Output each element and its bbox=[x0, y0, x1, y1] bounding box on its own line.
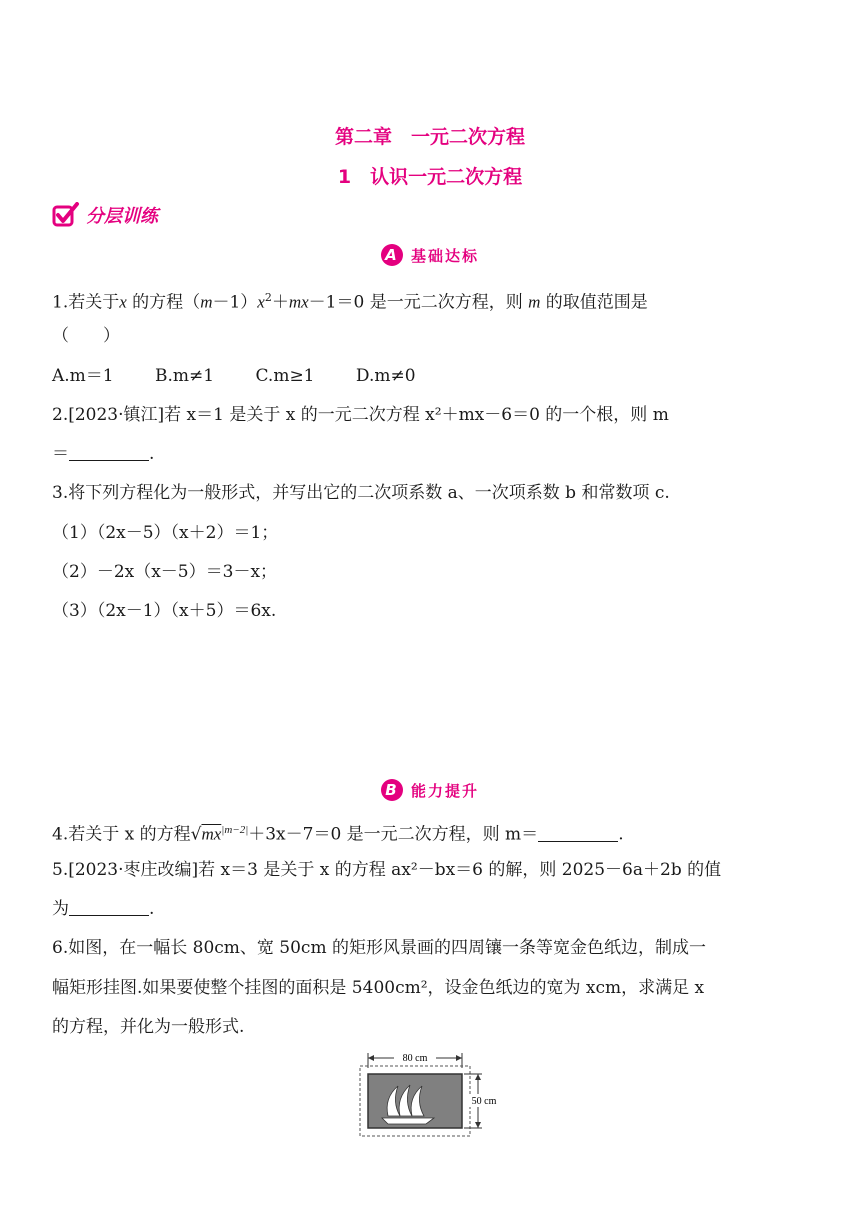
training-label: 分层训练 bbox=[86, 206, 158, 227]
q1-answer-paren: （ ） bbox=[52, 326, 120, 346]
q1-options bbox=[52, 364, 812, 388]
q4-stem: 4.若关于 x 的方程$√mx^{|m-2|}+3x-7=0$ 是一元二次方程，则 m＝ . bbox=[52, 824, 624, 845]
level-b-label: 能力提升 bbox=[410, 781, 479, 800]
q1-option-a: A.m＝1 bbox=[52, 366, 114, 386]
q2-answer-line: ＝ . bbox=[52, 444, 155, 464]
section-title: 1 认识一元二次方程 bbox=[337, 166, 523, 188]
q4-blank[interactable] bbox=[538, 823, 618, 842]
q3-item-1: （1）（2x－5）（x＋2）＝1； bbox=[52, 523, 279, 543]
radical-icon: √ bbox=[190, 824, 202, 845]
checkbox-icon bbox=[52, 202, 80, 228]
q1-option-c: C.m≥1 bbox=[255, 366, 315, 386]
q6-line-3: 的方程，并化为一般形式. bbox=[52, 1017, 245, 1037]
q6-line-2: 幅矩形挂图.如果要使整个挂图的面积是 5400cm²，设金色纸边的宽为 xcm，求满足 x bbox=[52, 978, 705, 998]
painting-figure bbox=[350, 1048, 510, 1144]
q3-stem: 3.将下列方程化为一般形式，并写出它的二次项系数 a、一次项系数 b 和常数项 c. bbox=[52, 483, 670, 503]
q5-blank[interactable] bbox=[69, 897, 149, 916]
height-label: 50 cm bbox=[471, 1096, 497, 1107]
q5-stem: 5.[2023·枣庄改编]若 x＝3 是关于 x 的方程 ax²－bx＝6 的解，则 2025－6a＋2b 的值 bbox=[52, 860, 722, 880]
q1-option-d: D.m≠0 bbox=[355, 366, 416, 386]
q2-stem: 2.[2023·镇江]若 x＝1 是关于 x 的一元二次方程 x²＋mx－6＝0 的一个根，则 m bbox=[52, 405, 669, 425]
level-b-badge: B bbox=[381, 779, 403, 801]
q1-stem: 1.若关于x 的方程$(m-1)x^2+mx-1=0$ 是一元二次方程，则 m 的取值范围是 bbox=[52, 291, 648, 313]
q6-line-1: 6.如图，在一幅长 80cm、宽 50cm 的矩形风景画的四周镶一条等宽金色纸边，制成一 bbox=[52, 938, 706, 958]
q3-item-3: （3）（2x－1）（x＋5）＝6x. bbox=[52, 601, 277, 621]
q1-option-b: B.m≠1 bbox=[155, 366, 215, 386]
level-b-header bbox=[0, 779, 860, 801]
q5-answer-line: 为 . bbox=[52, 899, 155, 919]
q3-item-2: （2）－2x（x－5）＝3－x； bbox=[52, 562, 278, 582]
level-a-badge: A bbox=[381, 244, 403, 266]
training-header bbox=[52, 202, 158, 228]
level-a-header bbox=[0, 244, 860, 266]
level-a-label: 基础达标 bbox=[410, 246, 479, 265]
width-label: 80 cm bbox=[402, 1053, 428, 1064]
q2-blank[interactable] bbox=[69, 442, 149, 461]
chapter-title: 第二章 一元二次方程 bbox=[334, 126, 525, 148]
